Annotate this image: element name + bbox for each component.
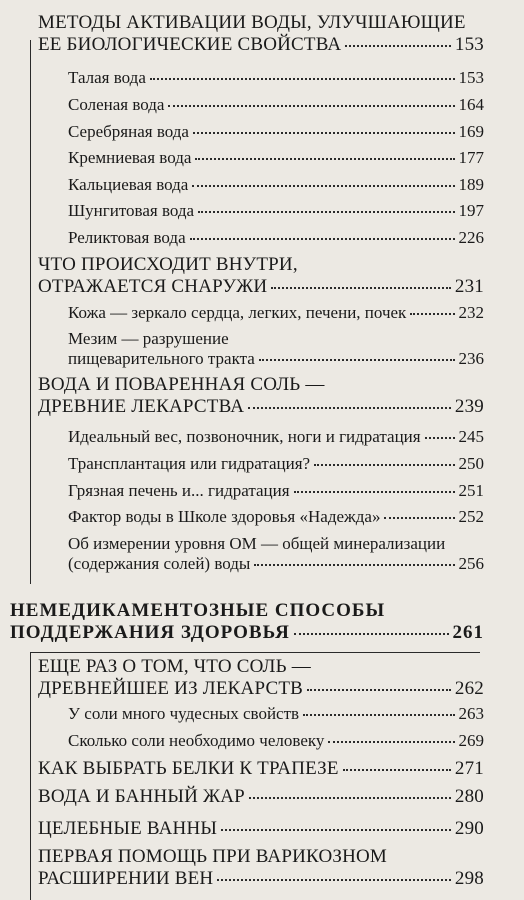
page-number: 271 <box>454 758 484 779</box>
dot-leader <box>221 829 451 831</box>
item-title: Кожа — зеркало сердца, легких, печени, почек <box>68 303 407 322</box>
dot-leader <box>343 769 451 771</box>
dot-leader <box>307 689 451 691</box>
toc-item[interactable] <box>0 481 524 501</box>
chapter-title-line: ЕЕ БИОЛОГИЧЕСКИЕ СВОЙСТВА <box>38 34 342 55</box>
dot-leader <box>198 211 454 213</box>
toc-part-entry[interactable] <box>0 600 524 644</box>
part-title-line: НЕМЕДИКАМЕНТОЗНЫЕ СПОСОБЫ <box>10 600 386 621</box>
toc-chapter-entry[interactable] <box>0 374 524 418</box>
item-title-line: Мезим — разрушение <box>68 329 229 348</box>
chapter-title-line: ОТРАЖАЕТСЯ СНАРУЖИ <box>38 276 268 297</box>
item-title-line: (содержания солей) воды <box>68 554 251 573</box>
item-title: Грязная печень и... гидратация <box>68 481 290 500</box>
dot-leader <box>192 185 454 187</box>
item-title: Соленая вода <box>68 95 165 114</box>
item-title: Реликтовая вода <box>68 228 186 247</box>
chapter-title-line: ДРЕВНЕЙШЕЕ ИЗ ЛЕКАРСТВ <box>38 678 304 699</box>
item-title: Трансплантация или гидратация? <box>68 454 311 473</box>
dot-leader <box>259 359 455 361</box>
page-number: 251 <box>458 481 484 500</box>
item-title: Фактор воды в Школе здоровья «Надежда» <box>68 507 381 526</box>
toc-item[interactable] <box>0 454 524 474</box>
dot-leader <box>303 714 454 716</box>
page-number: 256 <box>458 554 484 573</box>
chapter-title: КАК ВЫБРАТЬ БЕЛКИ К ТРАПЕЗЕ <box>38 758 339 779</box>
toc-item[interactable] <box>0 175 524 195</box>
toc-item[interactable] <box>0 68 524 88</box>
page-number: 153 <box>454 34 484 55</box>
dot-leader <box>384 517 454 519</box>
dot-leader <box>248 407 451 409</box>
dot-leader <box>294 633 449 635</box>
item-title: У соли много чудесных свойств <box>68 704 300 723</box>
dot-leader <box>314 464 454 466</box>
page-number: 252 <box>458 507 484 526</box>
page-number: 298 <box>454 868 484 889</box>
dot-leader <box>168 105 454 107</box>
page-number: 280 <box>454 786 484 807</box>
chapter-title-line: ЧТО ПРОИСХОДИТ ВНУТРИ, <box>38 254 298 275</box>
item-title: Сколько соли необходимо человеку <box>68 731 325 750</box>
toc-item[interactable] <box>0 507 524 527</box>
toc-item[interactable] <box>0 122 524 142</box>
chapter-title-line: ЕЩЕ РАЗ О ТОМ, ЧТО СОЛЬ — <box>38 656 311 677</box>
chapter-title-line: МЕТОДЫ АКТИВАЦИИ ВОДЫ, УЛУЧШАЮЩИЕ <box>38 12 466 33</box>
dot-leader <box>294 491 455 493</box>
item-title: Кальциевая вода <box>68 175 189 194</box>
toc-item[interactable] <box>0 95 524 115</box>
dot-leader <box>410 313 454 315</box>
chapter-title: ВОДА И БАННЫЙ ЖАР <box>38 786 245 807</box>
item-title: Шунгитовая вода <box>68 201 195 220</box>
chapter-title-line: РАСШИРЕНИИ ВЕН <box>38 868 214 889</box>
dot-leader <box>345 45 451 47</box>
toc-item[interactable] <box>0 731 524 751</box>
dot-leader <box>217 879 451 881</box>
item-title-line: Об измерении уровня ОМ — общей минерализации <box>68 534 446 553</box>
chapter-title: ЦЕЛЕБНЫЕ ВАННЫ <box>38 818 218 839</box>
toc-item[interactable] <box>0 427 524 447</box>
page-number: 236 <box>458 349 484 368</box>
page-number: 226 <box>458 228 484 247</box>
page-number: 263 <box>458 704 484 723</box>
toc-item[interactable] <box>0 148 524 168</box>
toc-chapter-entry[interactable] <box>0 786 524 808</box>
dot-leader <box>193 132 455 134</box>
page-number: 164 <box>458 95 484 114</box>
chapter-title-line: ДРЕВНИЕ ЛЕКАРСТВА <box>38 396 245 417</box>
page-number: 290 <box>454 818 484 839</box>
chapter-title-line: ВОДА И ПОВАРЕННАЯ СОЛЬ — <box>38 374 325 395</box>
item-title: Серебряная вода <box>68 122 189 141</box>
part-title-line: ПОДДЕРЖАНИЯ ЗДОРОВЬЯ <box>10 622 290 643</box>
page-number: 169 <box>458 122 484 141</box>
toc-chapter-entry[interactable] <box>0 818 524 840</box>
item-title: Талая вода <box>68 68 146 87</box>
page-number: 250 <box>458 454 484 473</box>
page-number: 177 <box>458 148 484 167</box>
toc-item[interactable] <box>0 704 524 724</box>
item-title: Идеальный вес, позвоночник, ноги и гидратация <box>68 427 421 446</box>
page-number: 153 <box>458 68 484 87</box>
dot-leader <box>190 238 455 240</box>
page-number: 231 <box>454 276 484 297</box>
toc-chapter-entry[interactable] <box>0 12 524 56</box>
section-divider <box>30 652 480 653</box>
page-number: 189 <box>458 175 484 194</box>
page-number: 262 <box>454 678 484 699</box>
page-number: 197 <box>458 201 484 220</box>
dot-leader <box>249 797 451 799</box>
dot-leader <box>195 158 454 160</box>
dot-leader <box>271 287 451 289</box>
toc-chapter-entry[interactable] <box>0 758 524 780</box>
page-number: 239 <box>454 396 484 417</box>
page-number: 261 <box>452 622 484 643</box>
toc-item[interactable] <box>0 534 524 574</box>
chapter-title-line: ПЕРВАЯ ПОМОЩЬ ПРИ ВАРИКОЗНОМ <box>38 846 388 867</box>
toc-item[interactable] <box>0 329 524 369</box>
toc-item[interactable] <box>0 228 524 248</box>
toc-item[interactable] <box>0 303 524 323</box>
dot-leader <box>254 564 454 566</box>
toc-chapter-entry[interactable] <box>0 846 524 890</box>
page-number: 232 <box>458 303 484 322</box>
dot-leader <box>328 741 454 743</box>
item-title: Кремниевая вода <box>68 148 192 167</box>
dot-leader <box>425 437 455 439</box>
dot-leader <box>150 78 455 80</box>
toc-chapter-entry[interactable] <box>0 254 524 298</box>
toc-chapter-entry[interactable] <box>0 656 524 700</box>
item-title-line: пищеварительного тракта <box>68 349 255 368</box>
page-number: 269 <box>458 731 484 750</box>
toc-item[interactable] <box>0 201 524 221</box>
page-number: 245 <box>458 427 484 446</box>
